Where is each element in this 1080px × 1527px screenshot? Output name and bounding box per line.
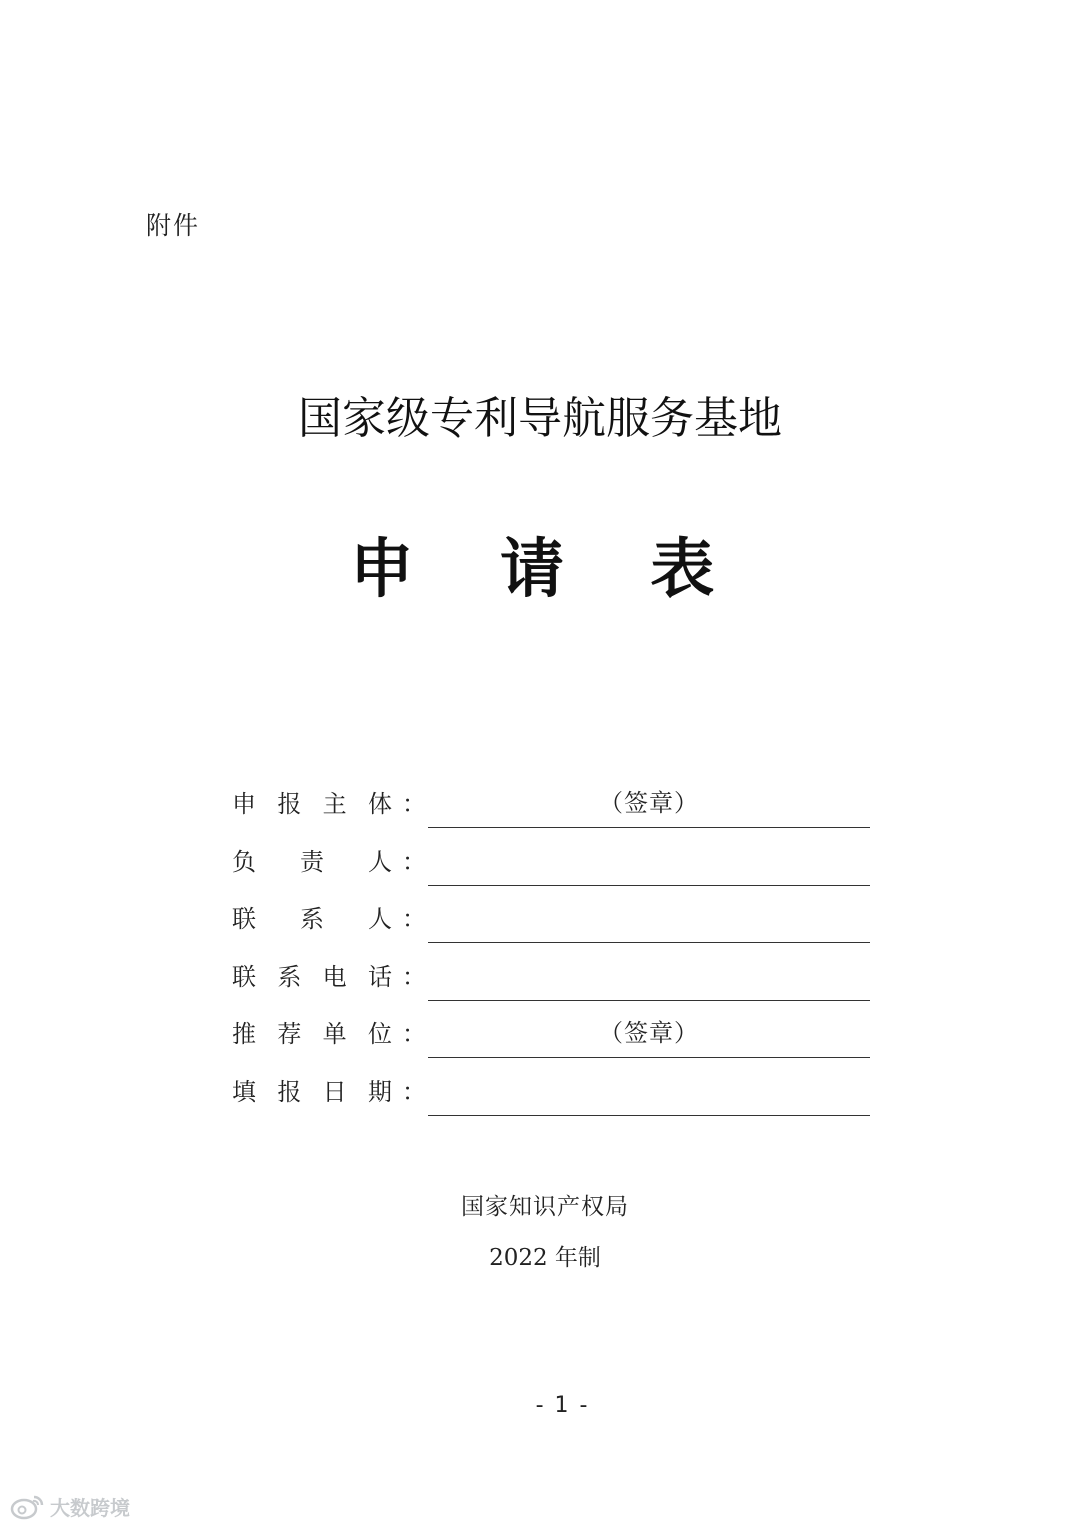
form-row-recommending-unit [232, 1000, 872, 1058]
watermark-text: 大数跨境 [50, 1496, 130, 1520]
field-label-char: 填 [232, 1077, 256, 1106]
weibo-logo-icon [10, 1494, 44, 1520]
field-label [232, 957, 392, 992]
recommending-unit-field[interactable] [428, 1000, 870, 1058]
contact-person-field[interactable] [428, 885, 870, 943]
watermark [10, 1492, 130, 1521]
contact-phone-field[interactable] [428, 943, 870, 1001]
field-label-char: 人 [368, 905, 392, 933]
field-label-char: 责 [300, 847, 324, 876]
field-label [232, 899, 392, 934]
attachment-label: 附件 [146, 211, 201, 240]
field-label-char: 话 [367, 962, 392, 991]
field-label-char: 日 [322, 1077, 347, 1106]
field-colon: ： [402, 790, 426, 818]
field-label [232, 1072, 392, 1107]
field-label [232, 1014, 392, 1049]
year-note: 2022 年制 [489, 1245, 601, 1271]
document-title: 国家级专利导航服务基地 [298, 393, 782, 444]
field-label-char: 主 [322, 790, 347, 818]
field-label-char: 电 [322, 962, 347, 991]
responsible-person-field[interactable] [428, 828, 870, 886]
field-label-char: 系 [277, 962, 302, 991]
seal-hint: （签章） [599, 789, 699, 817]
page-number: - 1 - [535, 1393, 590, 1418]
application-form [232, 770, 872, 1115]
applicant-field[interactable] [428, 770, 870, 828]
field-label-char: 申 [232, 790, 256, 818]
fill-date-field[interactable] [428, 1058, 870, 1116]
field-label-char: 负 [232, 847, 256, 876]
field-label-char: 体 [367, 790, 392, 818]
field-colon: ： [402, 905, 426, 933]
field-label-char: 系 [300, 905, 324, 933]
field-label-char: 联 [232, 905, 256, 933]
field-colon: ： [402, 847, 426, 876]
field-colon: ： [402, 1020, 426, 1048]
field-label [232, 784, 392, 819]
seal-hint: （签章） [599, 1019, 699, 1047]
form-row-responsible-person [232, 828, 872, 886]
form-row-fill-date [232, 1058, 872, 1116]
field-label [232, 842, 392, 877]
field-label-char: 单 [322, 1020, 347, 1048]
field-colon: ： [402, 1077, 426, 1106]
field-label-char: 联 [232, 962, 256, 991]
form-row-contact-person [232, 885, 872, 943]
form-row-applicant [232, 770, 872, 828]
field-colon: ： [402, 962, 426, 991]
field-label-char: 报 [277, 1077, 302, 1106]
issuer-name: 国家知识产权局 [461, 1194, 629, 1220]
field-label-char: 期 [367, 1077, 392, 1106]
form-name: 申 请 表 [349, 533, 747, 607]
field-label-char: 报 [277, 790, 302, 818]
field-label-char: 推 [232, 1020, 256, 1048]
field-label-char: 荐 [277, 1020, 302, 1048]
field-label-char: 位 [367, 1020, 392, 1048]
field-label-char: 人 [368, 847, 392, 876]
form-row-contact-phone [232, 943, 872, 1001]
